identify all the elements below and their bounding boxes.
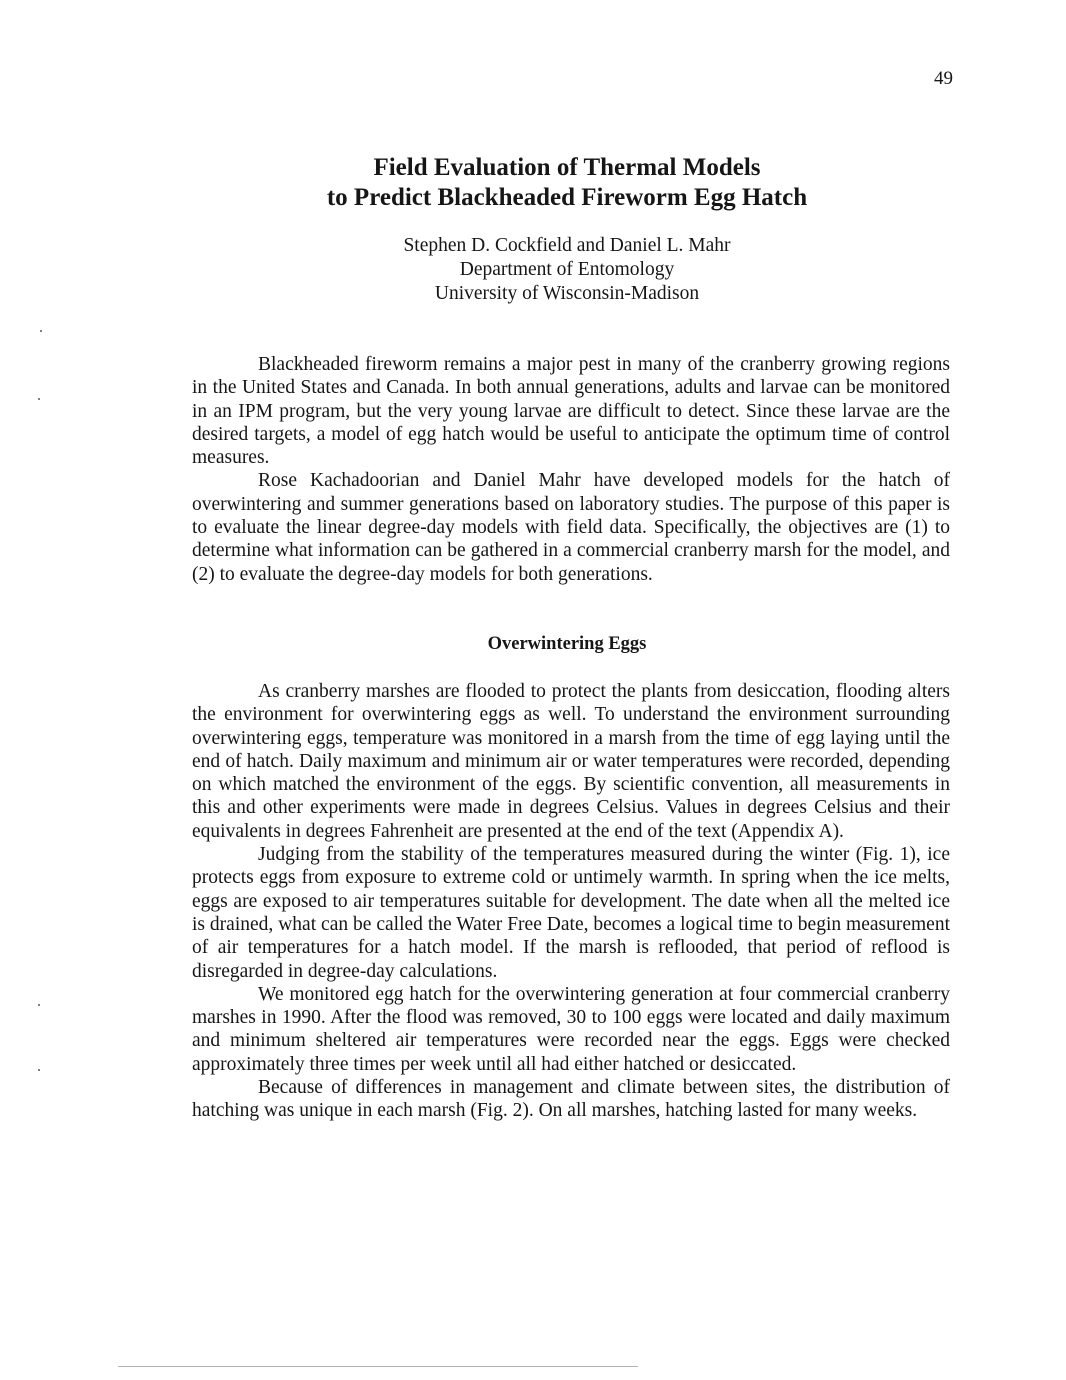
- title-line-1: Field Evaluation of Thermal Models: [373, 154, 761, 181]
- author-department: Department of Entomology: [459, 259, 675, 280]
- title-line-2: to Predict Blackheaded Fireworm Egg Hatch: [326, 184, 808, 211]
- introduction: [192, 353, 950, 586]
- page-number: 49: [934, 68, 953, 89]
- paper-title: [0, 153, 1066, 213]
- scan-speck: [38, 398, 40, 400]
- scan-speck: [38, 1004, 40, 1006]
- scan-speck: [40, 330, 42, 332]
- author-university: University of Wisconsin-Madison: [434, 283, 700, 304]
- scan-speck: [38, 1069, 40, 1071]
- intro-paragraph-1: Blackheaded fireworm remains a major pest in many of the cranberry growing regions in the United States and Canada. In both annual generations, adults and larvae can be monitored in an IPM program, but the very young larvae are difficult to detect. Since these larvae are the desired targets, a model of egg hatch would be useful to anticipate the optimum time of control measures.: [192, 354, 950, 469]
- section-heading-overwintering-eggs: Overwintering Eggs: [487, 634, 647, 654]
- overwintering-section: [192, 680, 950, 1123]
- intro-paragraph-2: Rose Kachadoorian and Daniel Mahr have developed models for the hatch of overwintering and summer generations based on laboratory studies. The purpose of this paper is to evaluate the linear degree-day models with field data. Specifically, the objectives are (1) to determine what information can be gathered in a commercial cranberry marsh for the model, and (2) to evaluate the degree-day models for both generations.: [192, 470, 950, 585]
- overwintering-paragraph-1: As cranberry marshes are flooded to protect the plants from desiccation, flooding alters the environment for overwintering eggs as well. To understand the environment surrounding overwintering eggs, temperature was monitored in a marsh from the time of egg laying until the end of hatch. Daily maximum and minimum air or water temperatures were recorded, depending on which matched the environment of the eggs. By scientific convention, all measurements in this and other experiments were made in degrees Celsius. Values in degrees Celsius and their equivalents in degrees Fahrenheit are presented at the end of the text (Appendix A).: [192, 681, 950, 842]
- scan-edge-line: [118, 1366, 638, 1367]
- overwintering-paragraph-3: We monitored egg hatch for the overwintering generation at four commercial cranberry marshes in 1990. After the flood was removed, 30 to 100 eggs were located and daily maximum and minimum sheltered air temperatures were recorded near the eggs. Eggs were checked approximately three times per week until all had either hatched or desiccated.: [192, 983, 950, 1075]
- author-names: Stephen D. Cockfield and Daniel L. Mahr: [403, 235, 731, 256]
- overwintering-paragraph-2: Judging from the stability of the temperatures measured during the winter (Fig. 1), ice protects eggs from exposure to extreme cold or untimely warmth. In spring when the ice melts, eggs are exposed to air temperatures suitable for development. The date when all the melted ice is drained, what can be called the Water Free Date, becomes a logical time to begin measurement of air temperatures for a hatch model. If the marsh is reflooded, that period of reflood is disregarded in degree-day calculations.: [192, 844, 950, 982]
- author-block: [0, 234, 1066, 306]
- overwintering-paragraph-4: Because of differences in management and climate between sites, the distribution of hatching was unique in each marsh (Fig. 2). On all marshes, hatching lasted for many weeks.: [192, 1077, 950, 1122]
